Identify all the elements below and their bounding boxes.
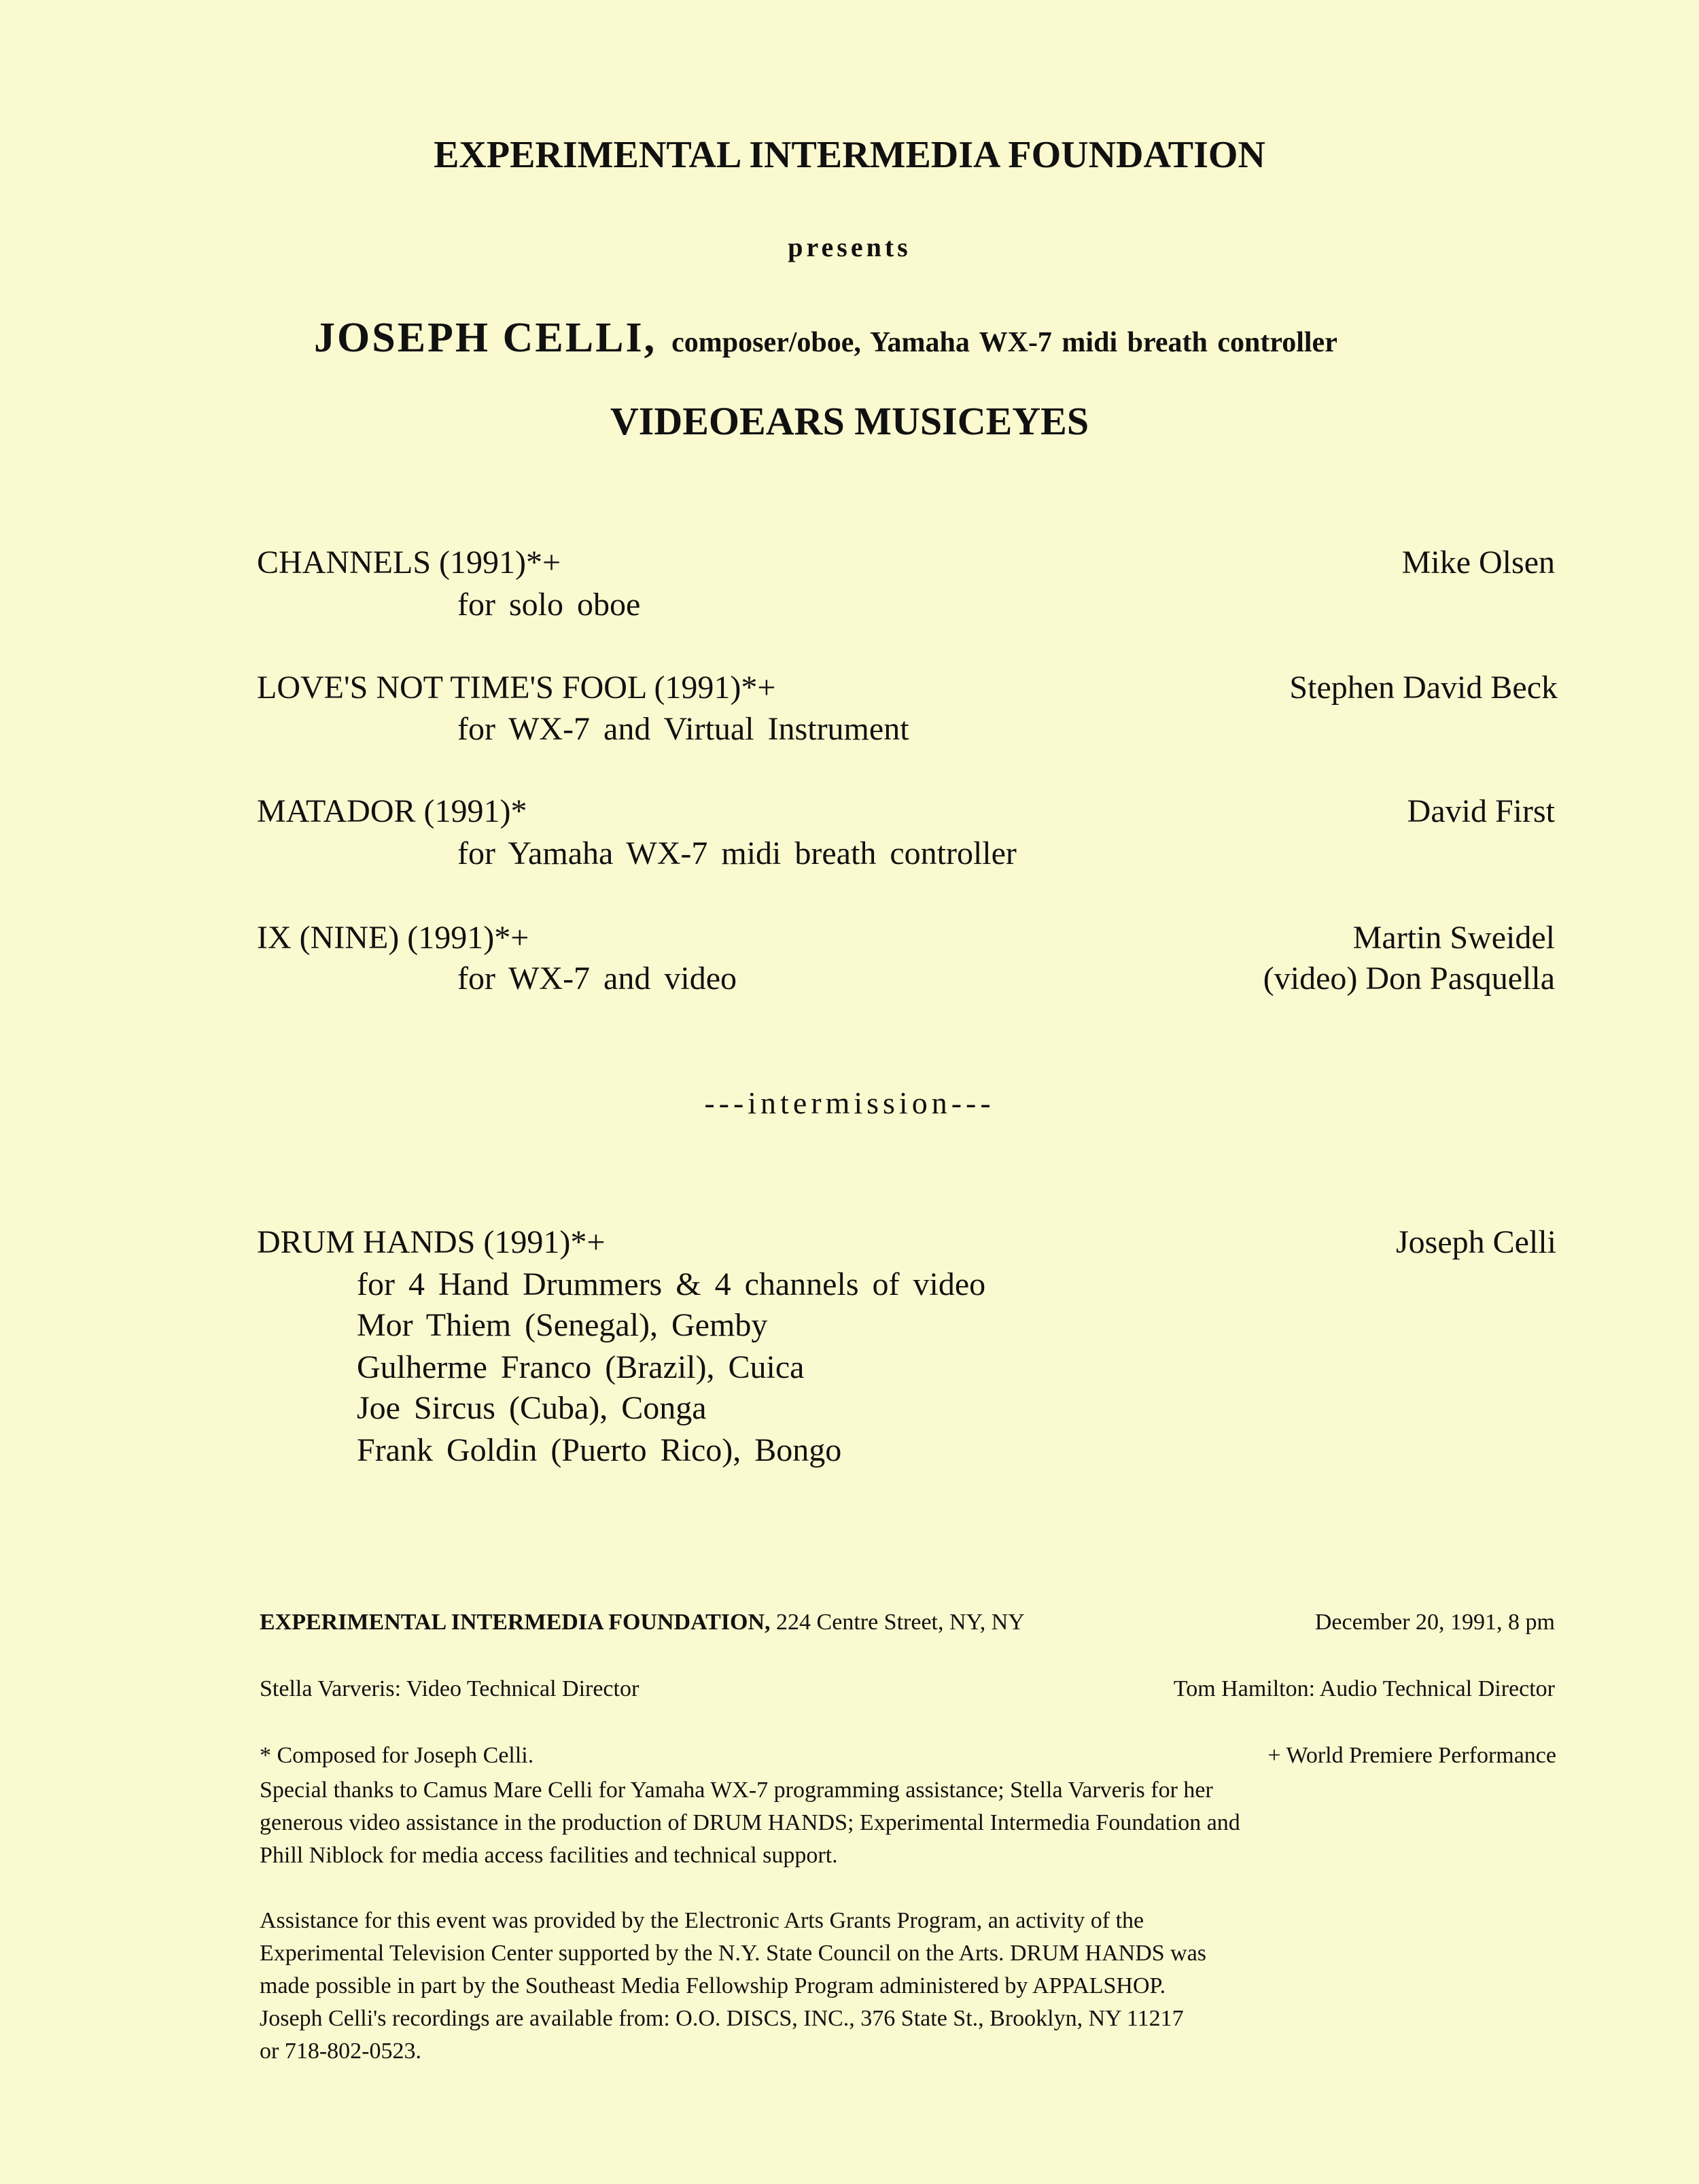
work-title: CHANNELS (1991)*+	[257, 544, 561, 580]
work-composer: Joseph Celli	[1396, 1224, 1556, 1260]
performer-line	[314, 314, 1337, 362]
composed-for-note: * Composed for Joseph Celli.	[260, 1743, 534, 1768]
performer-credit: Joe Sircus (Cuba), Conga	[357, 1390, 707, 1426]
video-technical-director: Stella Varveris: Video Technical Director	[260, 1676, 640, 1701]
work-instrumentation: for Yamaha WX-7 midi breath controller	[457, 835, 1017, 871]
performer-role: composer/oboe, Yamaha WX-7 midi breath controller	[671, 327, 1337, 358]
funding-line: or 718-802-0523.	[260, 2039, 421, 2064]
work-instrumentation: for 4 Hand Drummers & 4 channels of video	[357, 1266, 986, 1302]
funding-line: Experimental Television Center supported by the N.Y. State Council on the Arts. DRUM HANDS was	[260, 1941, 1207, 1966]
venue-organization: EXPERIMENTAL INTERMEDIA FOUNDATION,	[260, 1610, 771, 1635]
performer-name: JOSEPH CELLI,	[314, 315, 657, 361]
acknowledgements	[260, 1774, 1240, 1872]
work-title: LOVE'S NOT TIME'S FOOL (1991)*+	[257, 670, 776, 706]
funding-line: Joseph Celli's recordings are available from: O.O. DISCS, INC., 376 State St., Brooklyn, NY 11217	[260, 2006, 1184, 2031]
funding-line: made possible in part by the Southeast Media Fellowship Program administered by APPALSHOP.	[260, 1973, 1166, 1998]
work-title: IX (NINE) (1991)*+	[257, 920, 529, 956]
work-instrumentation: for WX-7 and video	[457, 960, 737, 996]
work-composer: Stephen David Beck	[1289, 670, 1558, 706]
organization-title: EXPERIMENTAL INTERMEDIA FOUNDATION	[434, 134, 1265, 176]
work-title: DRUM HANDS (1991)*+	[257, 1224, 606, 1260]
presents-label: presents	[788, 232, 911, 262]
acknowledgement-line: generous video assistance in the production of DRUM HANDS; Experimental Intermedia Foundation and	[260, 1810, 1240, 1835]
intermission-label: ---intermission---	[704, 1086, 995, 1120]
funding-credits	[260, 1905, 1206, 2068]
concert-title: VIDEOEARS MUSICEYES	[610, 399, 1089, 443]
performer-credit: Gulherme Franco (Brazil), Cuica	[357, 1349, 805, 1385]
work-title: MATADOR (1991)*	[257, 793, 527, 829]
premiere-note: + World Premiere Performance	[1267, 1743, 1556, 1768]
work-instrumentation: for WX-7 and Virtual Instrument	[457, 711, 909, 747]
work-composer: Martin Sweidel	[1352, 920, 1555, 956]
funding-line: Assistance for this event was provided by the Electronic Arts Grants Program, an activity of the	[260, 1908, 1144, 1933]
venue-line	[260, 1610, 1025, 1635]
work-instrumentation: for solo oboe	[457, 587, 641, 623]
performer-credit: Frank Goldin (Puerto Rico), Bongo	[357, 1432, 842, 1468]
work-composer: David First	[1407, 793, 1555, 829]
audio-technical-director: Tom Hamilton: Audio Technical Director	[1173, 1676, 1555, 1701]
venue-address: 224 Centre Street, NY, NY	[776, 1610, 1025, 1635]
event-date: December 20, 1991, 8 pm	[1314, 1610, 1555, 1635]
video-credit: (video) Don Pasquella	[1263, 960, 1555, 996]
work-composer: Mike Olsen	[1401, 544, 1555, 580]
acknowledgement-line: Special thanks to Camus Mare Celli for Yamaha WX-7 programming assistance; Stella Varveris for her	[260, 1778, 1213, 1803]
performer-credit: Mor Thiem (Senegal), Gemby	[357, 1307, 768, 1343]
acknowledgement-line: Phill Niblock for media access facilities and technical support.	[260, 1843, 838, 1868]
